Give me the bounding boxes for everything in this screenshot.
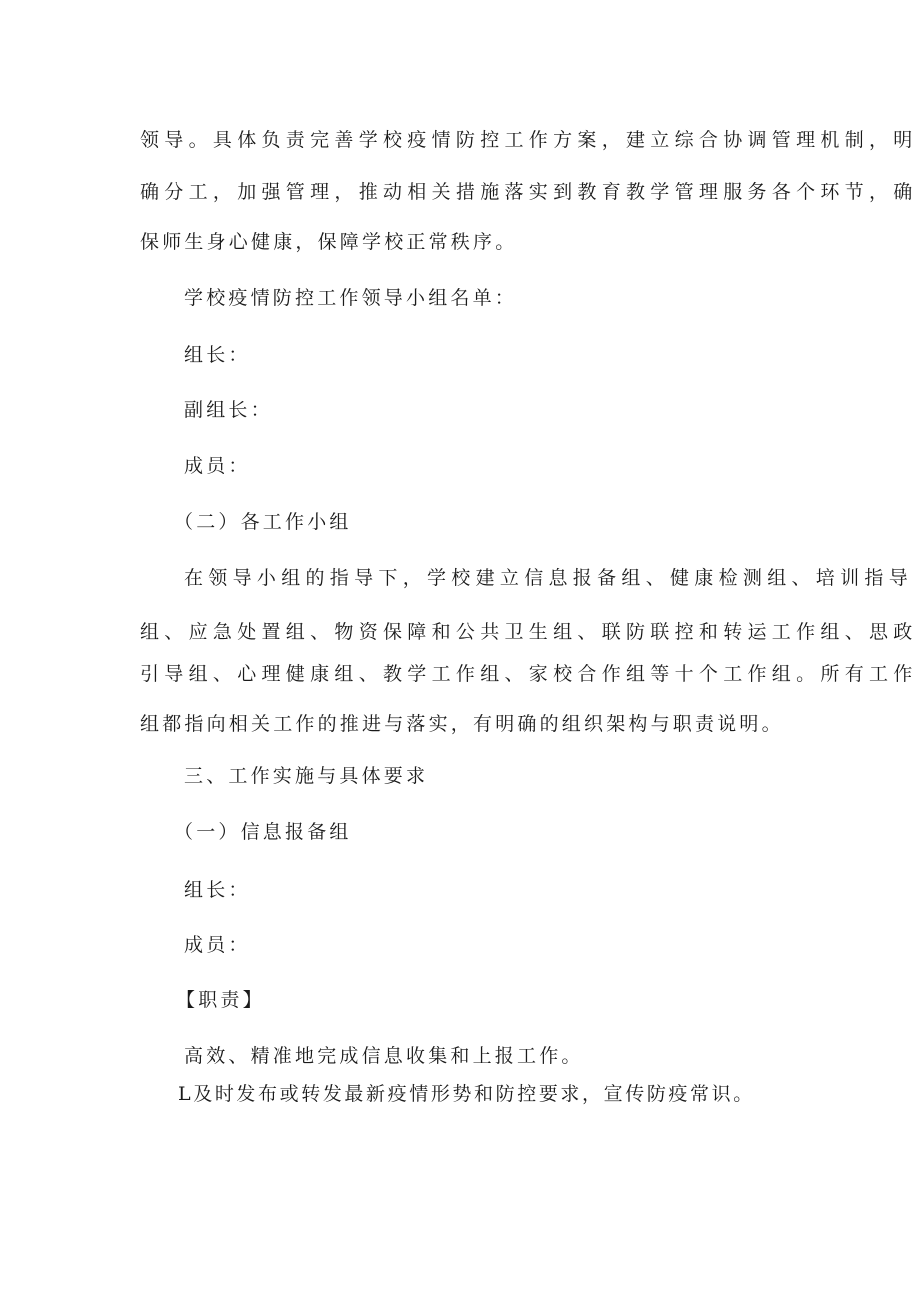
section-heading: 三、工作实施与具体要求	[184, 765, 429, 787]
paragraph-line: L及时发布或转发最新疫情形势和防控要求，宣传防疫常识。	[178, 1083, 755, 1105]
members-label: 成员：	[184, 934, 251, 956]
paragraph-line: 领导。具体负责完善学校疫情防控工作方案，建立综合协调管理机制，明	[140, 129, 918, 151]
paragraph-line: 保师生身心健康，保障学校正常秩序。	[140, 231, 518, 253]
list-heading: 学校疫情防控工作领导小组名单：	[184, 287, 518, 309]
paragraph-line: 确分工，加强管理，推动相关措施落实到教育教学管理服务各个环节，确	[140, 181, 918, 203]
paragraph-line: 高效、精准地完成信息收集和上报工作。	[184, 1045, 584, 1067]
paragraph-line: 组、应急处置组、物资保障和公共卫生组、联防联控和转运工作组、思政	[140, 621, 918, 643]
leader-label: 组长：	[184, 879, 251, 901]
paragraph-line: 组都指向相关工作的推进与落实，有明确的组织架构与职责说明。	[140, 713, 784, 735]
paragraph-line: 引导组、心理健康组、教学工作组、家校合作组等十个工作组。所有工作	[140, 663, 918, 685]
paragraph-line: 在领导小组的指导下，学校建立信息报备组、健康检测组、培训指导	[184, 567, 914, 589]
leader-label: 组长：	[184, 344, 251, 366]
subsection-heading: （一）信息报备组	[174, 821, 352, 843]
duties-heading: 【职责】	[176, 989, 265, 1011]
members-label: 成员：	[184, 455, 251, 477]
deputy-leader-label: 副组长：	[184, 399, 273, 421]
section-heading: （二）各工作小组	[174, 511, 352, 533]
